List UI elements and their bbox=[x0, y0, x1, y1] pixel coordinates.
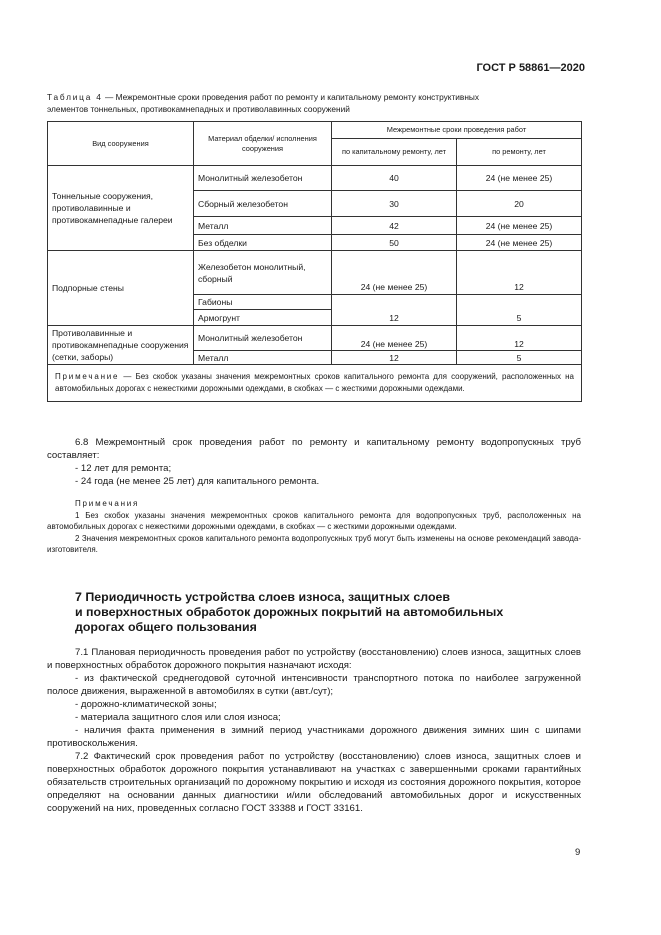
cell-capital: 12 bbox=[332, 351, 457, 365]
document-id: ГОСТ Р 58861—2020 bbox=[476, 62, 585, 74]
repair-periods-table bbox=[47, 121, 582, 402]
header-structure-type: Вид сооружения bbox=[48, 122, 194, 166]
note-1: 1 Без скобок указаны значения межремонтных сроков капитального ремонта для водопропускных труб, расположенных на автомобильных дорогах с нежесткими дорожными одеждами, в скобках — с жесткими дорожными одеждами. bbox=[47, 510, 581, 531]
header-capital: по капитальному ремонту, лет bbox=[332, 139, 457, 166]
cell-repair: 12 bbox=[457, 251, 582, 295]
cell-capital: 12 bbox=[332, 295, 457, 326]
cell-repair: 24 (не менее 25) bbox=[457, 235, 582, 251]
cell-material: Армогрунт bbox=[194, 310, 332, 326]
cell-repair: 12 bbox=[457, 326, 582, 351]
section-7-body bbox=[47, 646, 581, 815]
header-periods: Межремонтные сроки проведения работ bbox=[332, 122, 582, 139]
table-caption-prefix: Таблица 4 bbox=[47, 92, 103, 102]
list-item: - дорожно-климатической зоны; bbox=[75, 699, 217, 710]
note-2: 2 Значения межремонтных сроков капитального ремонта водопропускных труб могут быть изменены на основе рекомендаций завода-изготовителя. bbox=[47, 533, 581, 554]
list-item: - из фактической среднегодовой суточной интенсивности транспортного потока по наиболее загруженной полосе движения, выраженной в автомобилях в сутки (авт./сут); bbox=[47, 673, 581, 697]
table-caption bbox=[47, 91, 582, 115]
cell-repair: 5 bbox=[457, 295, 582, 326]
table-row bbox=[48, 251, 582, 295]
group-name-retaining-walls: Подпорные стены bbox=[48, 251, 194, 326]
list-item: - наличия факта применения в зимний период участниками дорожного движения зимних шин с шипами противоскольжения. bbox=[47, 725, 581, 749]
cell-capital: 40 bbox=[332, 166, 457, 191]
section-6-8 bbox=[47, 436, 581, 488]
table-row bbox=[48, 166, 582, 191]
cell-capital: 24 (не менее 25) bbox=[332, 251, 457, 295]
table-note-label: Примечание bbox=[55, 372, 120, 381]
page-number: 9 bbox=[575, 847, 581, 858]
section-7-title bbox=[75, 590, 585, 635]
table-caption-line1: — Межремонтные сроки проведения работ по ремонту и капитальному ремонту конструктивных bbox=[102, 92, 480, 102]
cell-capital: 24 (не менее 25) bbox=[332, 326, 457, 351]
cell-material: Габионы bbox=[194, 295, 332, 310]
cell-repair: 24 (не менее 25) bbox=[457, 166, 582, 191]
cell-material: Монолитный железобетон bbox=[194, 166, 332, 191]
list-item: - 24 года (не менее 25 лет) для капитального ремонта. bbox=[75, 476, 320, 487]
section-7-title-line3: дорогах общего пользования bbox=[75, 620, 257, 634]
paragraph-7-2: 7.2 Фактический срок проведения работ по устройству (восстановлению) слоев износа, защитных слоев и поверхностных обработок дорожного покрытия устанавливают на участках с завершенными сроками гарантийных обязательств строительных организаций по дорожному покрытию и исходя из состояния дорожного покрытия, которое определяют на основании данных диагностики и/или обследований автомобильных дорог и искусственных сооружений на них, проведенных согласно ГОСТ 33388 и ГОСТ 33161. bbox=[47, 751, 581, 814]
cell-repair: 5 bbox=[457, 351, 582, 365]
paragraph-7-1: 7.1 Плановая периодичность проведения работ по устройству (восстановлению) слоев износа, защитных слоев и поверхностных обработок дорожного покрытия назначают исходя: bbox=[47, 647, 581, 671]
cell-capital: 42 bbox=[332, 217, 457, 235]
cell-capital: 50 bbox=[332, 235, 457, 251]
group-name-tunnels: Тоннельные сооружения, противолавинные и противокамнепадные галереи bbox=[48, 166, 194, 251]
paragraph-6-8: 6.8 Межремонтный срок проведения работ по ремонту и капитальному ремонту водопропускных труб составляет: bbox=[47, 437, 581, 461]
cell-repair: 20 bbox=[457, 191, 582, 217]
cell-capital: 30 bbox=[332, 191, 457, 217]
header-material: Материал обделки/ исполнения сооружения bbox=[194, 122, 332, 166]
cell-material: Металл bbox=[194, 217, 332, 235]
table-note bbox=[48, 365, 582, 402]
cell-material: Монолитный железобетон bbox=[194, 326, 332, 351]
cell-material: Сборный железобетон bbox=[194, 191, 332, 217]
table-caption-line2: элементов тоннельных, противокамнепадных и противолавинных сооружений bbox=[47, 104, 350, 114]
cell-repair: 24 (не менее 25) bbox=[457, 217, 582, 235]
table-note-text: — Без скобок указаны значения межремонтных сроков капитального ремонта для сооружений, расположенных на автомобильных дорогах с нежесткими дорожными одеждами, в скобках — с жесткими дорожными одеждами. bbox=[55, 372, 574, 393]
cell-material: Без обделки bbox=[194, 235, 332, 251]
notes-title: Примечания bbox=[75, 499, 140, 508]
list-item: - 12 лет для ремонта; bbox=[75, 463, 172, 474]
group-name-avalanche-structures: Противолавинные и противокамнепадные сооружения (сетки, заборы) bbox=[48, 326, 194, 365]
cell-material: Металл bbox=[194, 351, 332, 365]
section-7-title-line2: и поверхностных обработок дорожных покрытий на автомобильных bbox=[75, 605, 504, 619]
list-item: - материала защитного слоя или слоя износа; bbox=[75, 712, 281, 723]
section-7-title-line1: 7 Периодичность устройства слоев износа, защитных слоев bbox=[75, 590, 451, 604]
notes-block bbox=[47, 498, 581, 556]
table-row bbox=[48, 326, 582, 351]
cell-material: Железобетон монолитный, сборный bbox=[194, 251, 332, 295]
header-repair: по ремонту, лет bbox=[457, 139, 582, 166]
